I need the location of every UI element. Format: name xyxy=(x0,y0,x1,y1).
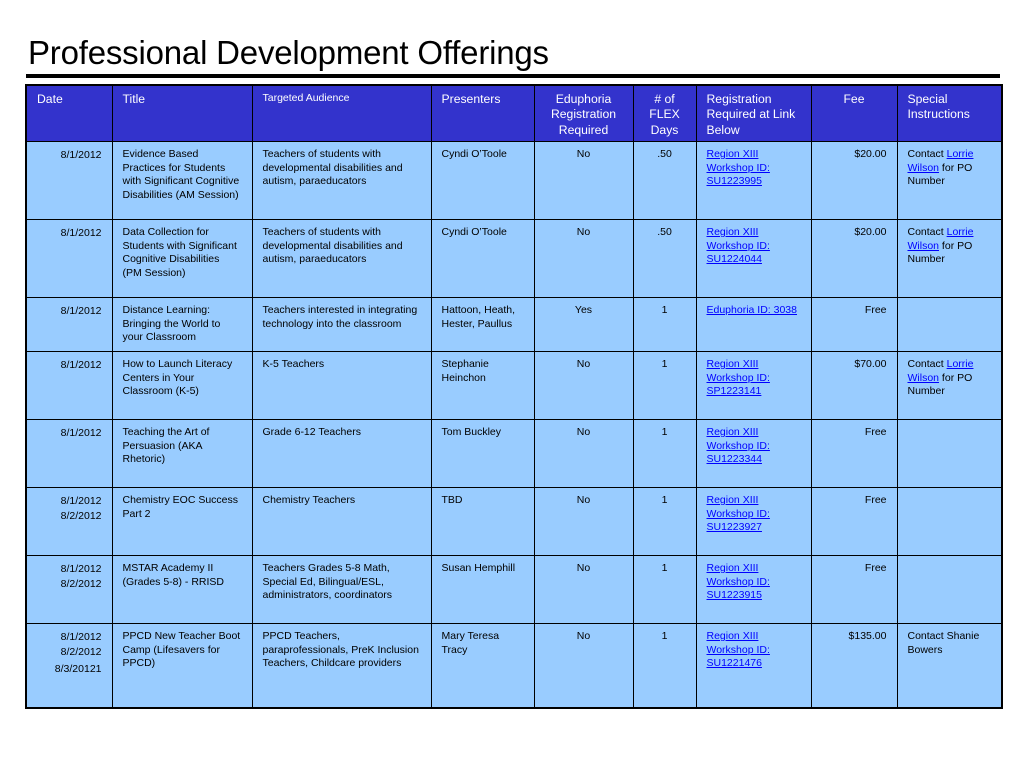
page-title: Professional Development Offerings xyxy=(28,34,549,71)
cell-special-instructions xyxy=(897,220,1002,298)
cell-registration xyxy=(696,488,811,556)
date-text: 8/1/2012 xyxy=(60,359,102,371)
cell-presenters: Hattoon, Heath, Hester, Paullus xyxy=(431,298,534,352)
registration-link[interactable]: Region XIII Workshop ID: SU1224044 xyxy=(706,226,770,266)
date-text: 8/1/2012 xyxy=(60,495,102,507)
special-suffix: for PO Number xyxy=(907,239,973,266)
cell-flex: .50 xyxy=(633,142,696,220)
cell-title: PPCD New Teacher Boot Camp (Lifesavers for PPCD) xyxy=(112,624,252,708)
cell-flex: 1 xyxy=(633,556,696,624)
special-prefix: Contact xyxy=(907,358,947,370)
cell-fee: $70.00 xyxy=(811,352,897,420)
cell-audience: Grade 6-12 Teachers xyxy=(252,420,431,488)
cell-title: Data Collection for Students with Significant Cognitive Disabilities (PM Session) xyxy=(112,220,252,298)
cell-presenters: Stephanie Heinchon xyxy=(431,352,534,420)
cell-fee: $135.00 xyxy=(811,624,897,708)
special-suffix: for PO Number xyxy=(907,161,973,188)
table-row xyxy=(26,488,1002,556)
cell-date xyxy=(26,298,112,352)
cell-fee: $20.00 xyxy=(811,142,897,220)
header-presenters: Presenters xyxy=(431,85,534,142)
header-row xyxy=(26,85,1002,142)
cell-presenters: Tom Buckley xyxy=(431,420,534,488)
cell-title: Chemistry EOC Success Part 2 xyxy=(112,488,252,556)
cell-date xyxy=(26,142,112,220)
date-text: 8/3/20121 xyxy=(54,663,102,675)
cell-flex: .50 xyxy=(633,220,696,298)
cell-special-instructions xyxy=(897,624,1002,708)
cell-presenters: Mary Teresa Tracy xyxy=(431,624,534,708)
cell-fee: Free xyxy=(811,420,897,488)
cell-audience: Teachers of students with developmental disabilities and autism, paraeducators xyxy=(252,142,431,220)
title-divider xyxy=(26,74,1000,78)
date-text: 8/1/2012 xyxy=(60,149,102,161)
header-eduphoria: Eduphoria Registration Required xyxy=(534,85,633,142)
registration-link[interactable]: Region XIII Workshop ID: SU1223927 xyxy=(706,494,770,534)
header-special: Special Instructions xyxy=(897,85,1002,142)
header-audience: Targeted Audience xyxy=(252,85,431,142)
date-text: 8/2/2012 xyxy=(60,510,102,522)
cell-special-instructions xyxy=(897,556,1002,624)
special-suffix: for PO Number xyxy=(907,371,973,398)
header-registration: Registration Required at Link Below xyxy=(696,85,811,142)
cell-registration xyxy=(696,220,811,298)
date-text: 8/2/2012 xyxy=(60,646,102,658)
cell-audience: PPCD Teachers, paraprofessionals, PreK Inclusion Teachers, Childcare providers xyxy=(252,624,431,708)
header-flex: # of FLEX Days xyxy=(633,85,696,142)
cell-registration xyxy=(696,352,811,420)
registration-link[interactable]: Region XIII Workshop ID: SU1223344 xyxy=(706,426,770,466)
cell-eduphoria: No xyxy=(534,220,633,298)
cell-title: Teaching the Art of Persuasion (AKA Rhetoric) xyxy=(112,420,252,488)
cell-registration xyxy=(696,420,811,488)
date-text: 8/1/2012 xyxy=(60,563,102,575)
cell-eduphoria: Yes xyxy=(534,298,633,352)
table-row xyxy=(26,352,1002,420)
special-prefix: Contact xyxy=(907,148,947,160)
cell-registration xyxy=(696,624,811,708)
registration-link[interactable]: Region XIII Workshop ID: SU1221476 xyxy=(706,630,770,670)
cell-flex: 1 xyxy=(633,624,696,708)
cell-flex: 1 xyxy=(633,298,696,352)
cell-fee: Free xyxy=(811,556,897,624)
date-text: 8/1/2012 xyxy=(60,427,102,439)
table-row xyxy=(26,142,1002,220)
cell-presenters: Cyndi O’Toole xyxy=(431,220,534,298)
cell-date xyxy=(26,556,112,624)
cell-date xyxy=(26,352,112,420)
cell-eduphoria: No xyxy=(534,624,633,708)
registration-link[interactable]: Region XIII Workshop ID: SP1223141 xyxy=(706,358,770,398)
date-text: 8/1/2012 xyxy=(60,305,102,317)
contact-link[interactable]: Lorrie Wilson xyxy=(907,358,974,384)
cell-special-instructions xyxy=(897,142,1002,220)
cell-special-instructions xyxy=(897,488,1002,556)
header-title: Title xyxy=(112,85,252,142)
date-text: 8/1/2012 xyxy=(60,227,102,239)
date-text: 8/2/2012 xyxy=(60,578,102,590)
table-row xyxy=(26,420,1002,488)
special-prefix: Contact xyxy=(907,226,947,238)
cell-date xyxy=(26,488,112,556)
registration-link[interactable]: Region XIII Workshop ID: SU1223915 xyxy=(706,562,770,602)
cell-date xyxy=(26,624,112,708)
date-text: 8/1/2012 xyxy=(60,631,102,643)
cell-title: Distance Learning: Bringing the World to your Classroom xyxy=(112,298,252,352)
cell-flex: 1 xyxy=(633,488,696,556)
cell-eduphoria: No xyxy=(534,556,633,624)
special-prefix: Contact Shanie Bowers xyxy=(907,630,980,656)
contact-link[interactable]: Lorrie Wilson xyxy=(907,226,974,252)
cell-audience: Teachers of students with developmental disabilities and autism, paraeducators xyxy=(252,220,431,298)
cell-eduphoria: No xyxy=(534,488,633,556)
table-row xyxy=(26,556,1002,624)
table-row xyxy=(26,624,1002,708)
cell-registration xyxy=(696,298,811,352)
cell-audience: Teachers interested in integrating technology into the classroom xyxy=(252,298,431,352)
cell-date xyxy=(26,420,112,488)
registration-link[interactable]: Region XIII Workshop ID: SU1223995 xyxy=(706,148,770,188)
cell-presenters: Susan Hemphill xyxy=(431,556,534,624)
cell-special-instructions xyxy=(897,420,1002,488)
cell-special-instructions xyxy=(897,298,1002,352)
cell-fee: Free xyxy=(811,488,897,556)
header-date: Date xyxy=(26,85,112,142)
registration-link[interactable]: Eduphoria ID: 3038 xyxy=(706,304,797,316)
table-row xyxy=(26,298,1002,352)
cell-title: Evidence Based Practices for Students with Significant Cognitive Disabilities (AM Session) xyxy=(112,142,252,220)
table-row xyxy=(26,220,1002,298)
cell-registration xyxy=(696,556,811,624)
offerings-table xyxy=(25,84,1003,709)
cell-flex: 1 xyxy=(633,420,696,488)
cell-fee: Free xyxy=(811,298,897,352)
contact-link[interactable]: Lorrie Wilson xyxy=(907,148,974,174)
cell-eduphoria: No xyxy=(534,142,633,220)
cell-special-instructions xyxy=(897,352,1002,420)
cell-audience: Teachers Grades 5-8 Math, Special Ed, Bilingual/ESL, administrators, coordinators xyxy=(252,556,431,624)
cell-registration xyxy=(696,142,811,220)
cell-eduphoria: No xyxy=(534,352,633,420)
cell-date xyxy=(26,220,112,298)
cell-audience: Chemistry Teachers xyxy=(252,488,431,556)
cell-audience: K-5 Teachers xyxy=(252,352,431,420)
cell-eduphoria: No xyxy=(534,420,633,488)
cell-presenters: Cyndi O’Toole xyxy=(431,142,534,220)
cell-flex: 1 xyxy=(633,352,696,420)
cell-title: MSTAR Academy II (Grades 5-8) - RRISD xyxy=(112,556,252,624)
cell-fee: $20.00 xyxy=(811,220,897,298)
cell-title: How to Launch Literacy Centers in Your Classroom (K-5) xyxy=(112,352,252,420)
header-fee: Fee xyxy=(811,85,897,142)
cell-presenters: TBD xyxy=(431,488,534,556)
